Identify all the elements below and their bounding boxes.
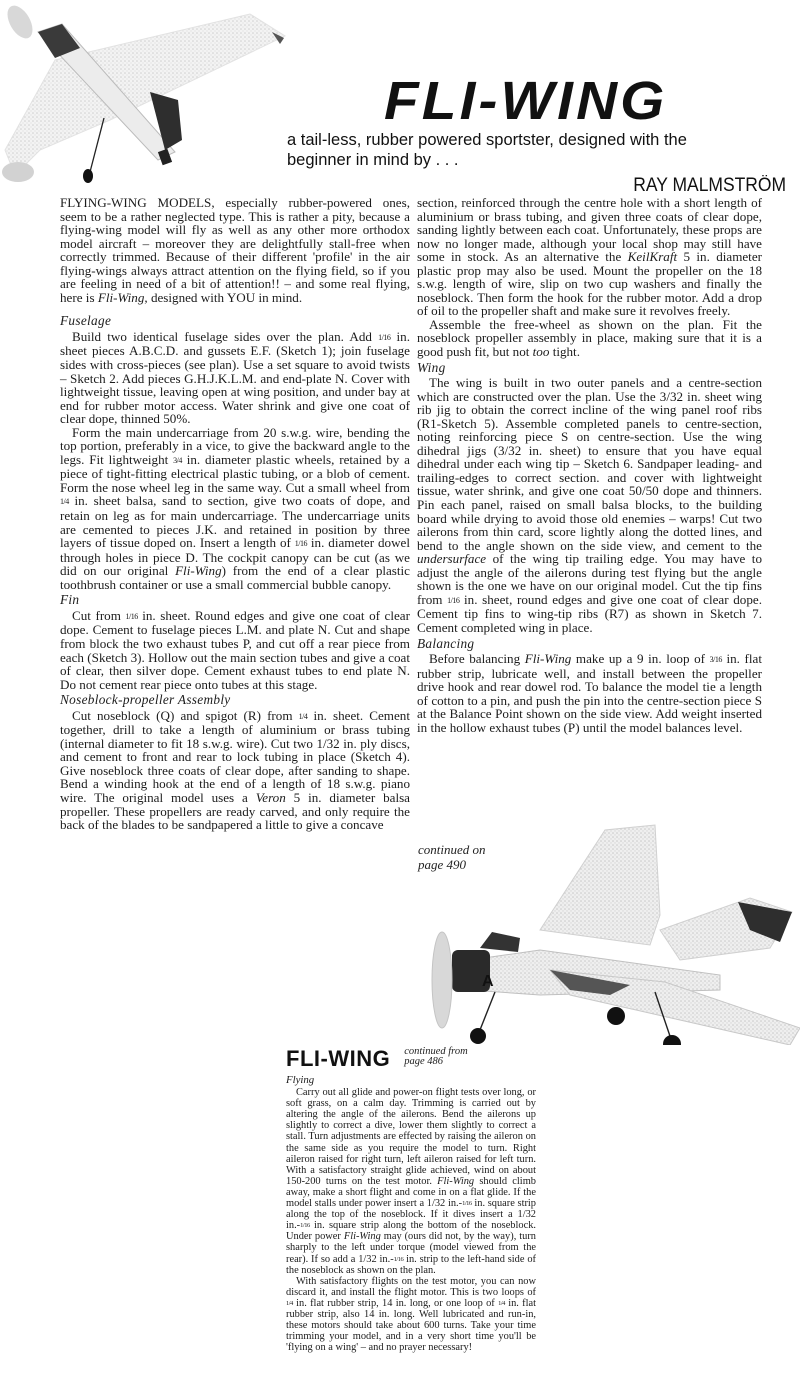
text-run: Build two identical fuselage sides over the plan. Add: [72, 328, 372, 344]
fraction: 1/4: [286, 1299, 293, 1307]
fraction: 1/16: [447, 595, 460, 605]
fraction: 3/16: [709, 655, 722, 665]
text-run: Before balancing: [429, 651, 521, 667]
text-italic: Fli-Wing: [343, 1231, 381, 1243]
balancing-paragraph: [417, 652, 762, 734]
fuselage-paragraph-2: [60, 426, 410, 592]
fraction: 3/4: [173, 455, 182, 465]
propeller-shape: [432, 932, 452, 1028]
model-photo-top-view: [0, 0, 290, 200]
text-run: should climb away, make a short flight and come in on a flat glide. If the model stalls under power insert a 1/32 in.-: [286, 1175, 536, 1210]
text-run: The wing is built in two outer panels and a centre-section which are constructed over the plan. Use the 3/32 in. sheet wing rib jig to obtain the correct incline of the wing panel roof ribs (R1-Sketch 5). Assemble completed panels to centre-section, noting reinforcing piece S on centre-section. Use the wing dihedral jigs (3/32 in. sheet) to ensure that you have equal dihedral under each wing tip – Sketch 6. Sandpaper leading- and trailing-edges to correct section. and cover with lightweight tissue, water shrink, and give one coat 50/50 dope and thinners. Pin each panel, raised on small balsa blocks, to the building board while drying to avoid those old enemies – warps! Cut two ailerons from thin card, score lightly along the dotted lines, and bend to the angle shown on the side view, and cement to the: [417, 375, 762, 553]
fraction: 1/16: [462, 1200, 472, 1208]
flying-paragraph-1: [286, 1087, 536, 1276]
continued-on-note: [418, 842, 486, 872]
continuation-title: FLI-WING: [286, 1046, 391, 1071]
article-column-left: [60, 196, 410, 832]
text-run: in. diameter plastic wheels, retained by a piece of tight-fitting electrical plastic tubing, or a blob of cement. Form the nose wheel leg in the same way. Cut a small wheel from: [60, 451, 410, 495]
article-subtitle: a tail-less, rubber powered sportster, designed with the beginner in mind by . . .: [287, 131, 687, 169]
section-heading-flying: Flying: [286, 1074, 315, 1086]
text-run: in. sheet. Round edges and give one coat of clear dope. Cement to fuselage pieces L.M. and plate N. Cut and shape from block the two exhaust tubes P, and cut off a rear piece from each (Sketch 3). Hollow out the main section tubes and give a coat of clear, then silver dope. Cement exhaust tubes to end plate N. Do not cement rear piece onto tubes at this stage.: [60, 607, 410, 692]
article-title: FLI-WING: [384, 71, 668, 131]
section-heading-noseblock: Noseblock-propeller Assembly: [60, 692, 231, 708]
text-run: in. square strip along the top of the noseblock. If it dives insert a 1/32 in.-: [286, 1198, 537, 1232]
fraction: 1/16: [300, 1222, 310, 1230]
text-run: in. sheet balsa, sand to section, give two coats of dope, and retain on leg as for main undercarriage. The undercarriage units are cemented to pieces J.K. and retained in position by three layers of tissue doped on. Insert a length of: [60, 493, 410, 551]
noseblock-paragraph-1: [60, 709, 410, 832]
text-run: may (ours did not, by the way), turn sharply to the left under torque (model viewed from the rear). If so add a 1/32 in.-: [286, 1231, 536, 1265]
noseblock-paragraph-2: [417, 318, 762, 359]
fuselage-paragraph-1: [60, 330, 410, 426]
continuation-column: [286, 1075, 536, 1353]
text-run: make up a 9 in. loop of: [575, 651, 706, 667]
text-run: in. flat rubber strip, also 14 in. long. Well lubricated and run-in, these motors should take about 600 turns. Take your time trimming your model, and in a very short time you'll be 'flying on a wing' – and no prayer necessary!: [286, 1297, 537, 1354]
text-italic: Fli-Wing: [175, 563, 222, 579]
propeller-shape: [2, 1, 37, 42]
text-run: 5 in. diameter balsa propeller. These propellers are ready carved, and only require the back of the blades to be sandpapered a little to give a concave: [60, 789, 410, 833]
fraction: 1/4: [298, 711, 308, 721]
section-heading-balancing: Balancing: [417, 635, 475, 651]
intro-italic: Fli-Wing,: [97, 289, 148, 305]
fuselage-marking: A: [482, 973, 494, 990]
text-run: of the wing tip trailing edge. You may have to adjust the angle of the ailerons during test flying but the angle shown is the one we have on our original model. Cut the tip fins from: [417, 551, 762, 607]
fin-shape: [540, 825, 660, 945]
text-run: ) from the end of a clear plastic toothbrush container or use a small commercial bubble canopy.: [60, 563, 410, 592]
text-run: in. flat rubber strip, lubricate well, and install between the propeller drive hook and rear dowel rod. To balance the model tie a length of cotton to a pin, and push the pin into the centre-section piece S at the Balance Point shown on the side view. Add weight inserted in the hollow exhaust tubes (P) until the model balances level.: [417, 651, 762, 735]
text-run: tight.: [552, 344, 580, 360]
continued-from-note: [404, 1047, 467, 1067]
nose-wheel: [470, 1028, 486, 1044]
main-wheel-near: [663, 1035, 681, 1045]
text-italic: undersurface: [417, 551, 487, 567]
fin-paragraph: [60, 609, 410, 691]
fraction: 1/16: [393, 1255, 404, 1263]
text-italic: Fli-Wing: [437, 1175, 475, 1187]
wheel-shape: [83, 169, 93, 183]
intro-paragraph: [60, 196, 410, 304]
continuation-header: [286, 1046, 468, 1072]
continued-on-label: continued on: [418, 842, 486, 857]
text-italic: KeilKraft: [627, 249, 678, 265]
intro-end: designed with YOU in mind.: [150, 289, 303, 305]
section-heading-fin: Fin: [60, 592, 80, 608]
text-run: in. square strip along the bottom of the noseblock. Under power: [286, 1220, 536, 1243]
canopy-shape: [480, 932, 520, 952]
text-run: With satisfactory flights on the test motor, you can now discard it, and install the flight motor. This is two loops of: [286, 1275, 536, 1298]
text-run: in. diameter dowel through holes in piece D. The cockpit canopy can be cut (as we did on our original: [60, 535, 410, 579]
fraction: 1/16: [125, 611, 138, 621]
text-run: Cut noseblock (Q) and spigot (R) from: [72, 707, 293, 723]
noseblock-paragraph-1-continued: [417, 196, 762, 318]
text-run: in. sheet. Cement together, drill to take a length of aluminium or brass tubing (internal diameter to fit 18 s.w.g. wire). Cut two 1/32 in. ply discs, and cement to front and rear to lock tubing in place (Sketch 4). Give noseblock three coats of clear dope, after sanding to shape. Bend a winding hook at the end of a length of 18 s.w.g. piano wire. The original model uses a: [60, 707, 410, 805]
main-wheel-far: [607, 1007, 625, 1025]
fraction: 1/4: [60, 497, 69, 507]
text-italic: Fli-Wing: [524, 651, 572, 667]
continued-from-label: continued from: [404, 1046, 468, 1057]
text-run: Cut from: [72, 607, 121, 623]
text-italic: Veron: [255, 789, 286, 805]
text-run: Assemble the free-wheel as shown on the plan. Fit the noseblock propeller assembly in place, making sure that it is a good push fit, but not: [417, 316, 762, 360]
text-run: in. sheet, round edges and give one coat of clear dope. Cement tip fins to wing-tip ribs (R7) as shown in Sketch 7. Cement completed wing in place.: [417, 591, 762, 635]
text-run: 5 in. diameter plastic prop may also be used. Mount the propeller on the 18 s.w.g. length of wire, slip on two cup washers and finally the noseblock. Then form the hook for the rubber motor. Add a drop of oil to the propeller shaft and make sure it revolves freely.: [417, 249, 762, 319]
text-run: section, reinforced through the centre hole with a short length of aluminium or brass tubing, and given three coats of clear dope, sanding lightly between each coat. Unfortunately, these props are now no longer made, although your local shop may still have some in stock. As an alternative the: [417, 195, 762, 265]
text-run: Carry out all glide and power-on flight tests over long, or soft grass, on a calm day. Trimming is carried out by altering the angle of the ailerons. Bend the ailerons up slightly to correct a dive, lower them slightly to correct a stall. Turn adjustments are effected by raising the aileron on the same side as you require the model to turn. Right aileron raised for right turn, left aileron raised for left turn. With a satisfactory straight glide achieved, wind on about 150-200 turns on the test motor.: [286, 1087, 536, 1187]
section-heading-fuselage: Fuselage: [60, 313, 112, 329]
continued-on-page: page 490: [418, 857, 467, 872]
text-run: in. flat rubber strip, 14 in. long, or one loop of: [296, 1297, 495, 1309]
text-run: in. sheet pieces A.B.C.D. and gussets E.F. (Sketch 1); join fuselage sides with cross-pieces (see plan). Use a set square to avoid twists – Sketch 2. Add pieces G.H.J.K.L.M. and end-plate N. Cover with lightweight tissue, leaving open at wing position, and under bay at end for rubber motor access. Water shrink and give one coat of clear dope, thinned 50%.: [60, 328, 411, 427]
article-author: RAY MALMSTRÖM: [633, 175, 786, 196]
fraction: 1/16: [294, 539, 308, 549]
wing-paragraph: [417, 376, 762, 634]
section-heading-wing: Wing: [417, 359, 446, 375]
continued-from-page: page 486: [404, 1056, 443, 1067]
intro-text: FLYING-WING MODELS, especially rubber-powered ones, seem to be a rather neglected type. This is rather a pity, because a flying-wing model will fly as well as any other more orthodox model aircraft – moreover they are delightfully stall-free when correctly trimmed. Because of their different 'profile' in the air flying-wings always attract attention on the flying field, so if you are feeling in need of a bit of attention!! – and some real flying, here is: [60, 195, 410, 305]
flying-paragraph-2: [286, 1276, 536, 1354]
fraction: 1/4: [498, 1299, 505, 1307]
fraction: 1/16: [378, 332, 391, 342]
text-run: Form the main undercarriage from 20 s.w.g. wire, bending the top portion, preferably in a vice, to give the backward angle to the legs. Fit lightweight: [60, 424, 410, 467]
article-column-right: [417, 196, 762, 734]
text-italic: too: [532, 344, 550, 360]
text-run: in. strip to the left-hand side of the noseblock as shown on the plan.: [286, 1253, 536, 1276]
